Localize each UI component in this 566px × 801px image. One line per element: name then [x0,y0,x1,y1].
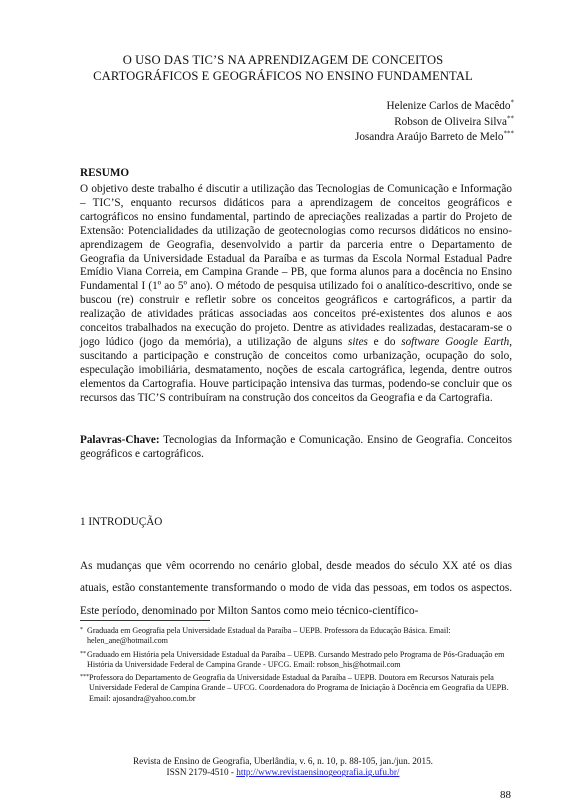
abstract-italic-term: software Google Earth [401,335,510,348]
abstract-text: , suscitando a participação e construção de conceitos como urbanização, ocupação do solo, especulação imobiliária, desmatamento, noções de escala cartográfica, legenda, dentre outros elementos da Cartografia. Houve participação intensiva das turmas, podendo-se concluir que os recursos das TIC’S contribuíram na construção dos conceitos da Geografia e da Cartografia. [80,335,513,404]
abstract-italic-term: sites [348,335,368,348]
author [355,115,514,131]
page-number: 88 [500,789,511,801]
keywords [80,434,512,462]
author-footnote-mark: ** [507,113,514,122]
keywords-label: Palavras-Chave: [80,434,160,446]
journal-citation: Revista de Ensino de Geografia, Uberlândia, v. 6, n. 10, p. 88-105, jan./jun. 2015. [133,756,433,766]
author-name: Helenize Carlos de Macêdo [386,100,511,112]
author-footnote-mark: * [510,98,514,107]
author-footnote-mark: *** [503,129,514,138]
footnote-mark: ** [80,650,86,657]
title-line-1: O USO DAS TIC’S NA APRENDIZAGEM DE CONCEITOS [122,53,444,67]
journal-website-link[interactable]: http://www.revistaensinogeografia.ig.ufu.br/ [236,767,400,778]
abstract-heading: RESUMO [80,167,130,179]
introduction-paragraph: As mudanças que vêm ocorrendo no cenário global, desde meados do século XX até os dias atuais, estão constantemente transformando o modo de vida das pessoas, em todos os aspectos. Este período, denominado por Milton Santos como meio técnico-científico- [80,560,512,617]
abstract-text: e do [367,335,402,348]
author [355,99,514,115]
footnote-divider [80,620,210,621]
journal-footer [60,756,506,779]
keywords-text: Tecnologias da Informação e Comunicação. Ensino de Geografia. Conceitos geográficos e cartográficos. [80,434,512,460]
paper-title [60,52,506,84]
abstract-body [80,183,512,406]
footnote-text: Professora do Departamento de Geografia da Universidade Estadual da Paraíba – UEPB. Doutora em Recursos Naturais pela Universidade Federal de Campina Grande – UFCG. Coordenadora do Programa de Iniciação à Docência em Geografia da UEPB. Email: ajosandra@yahoo.com.br [89,673,509,703]
footnote [80,650,512,671]
footnote-text: Graduado em História pela Universidade Estadual da Paraíba – UEPB. Cursando Mestrado pelo Programa de Pós-Graduação em História da Universidade Federal de Campina Grande - UFCG. Email: robson_his@hotmail.com [87,649,505,669]
author-list [355,99,514,146]
footnotes [80,626,512,707]
abstract-text: O objetivo deste trabalho é discutir a utilização das Tecnologias de Comunicação e Informação – TIC’S, enquanto recursos didáticos para a aprendizagem de conceitos geográficos e cartográficos no ensino fundamental, partindo de apreciações realizadas a partir do Projeto de Extensão: Potencialidades da utilização de geotecnologias como recursos didáticos no ensino-aprendizagem de Geografia, desenvolvido a partir da parceria entre o Departamento de Geografia da Universidade Estadual da Paraíba e as turmas da Escola Normal Estadual Padre Emídio Viana Correia, em Campina Grande – PB, que forma alunos para a docência no Ensino Fundamental I (1º ao 5º ano). O método de pesquisa utilizado foi o analítico-descritivo, onde se buscou (re) construir e refletir sobre os conceitos geográficos e cartográficos, a partir da realização de atividades práticas associadas aos conceitos pré-existentes dos alunos e aos conceitos trabalhados na execução do projeto. Dentre as atividades realizadas, destacaram-se o jogo lúdico (jogo da memória), a utilização de alguns [80,183,512,348]
title-line-2: CARTOGRÁFICOS E GEOGRÁFICOS NO ENSINO FUNDAMENTAL [93,69,473,83]
author-name: Robson de Oliveira Silva [394,115,507,128]
footnote [80,626,512,647]
author-name: Josandra Araújo Barreto de Melo [354,131,504,143]
footnote-mark: *** [80,674,89,681]
issn-text: ISSN 2179-4510 - [166,767,237,778]
footnote-text: Graduada em Geografia pela Universidade Estadual da Paraíba – UEPB. Professora da Educação Básica. Email: helen_ane@hotmail.com [87,626,451,646]
footnote [80,673,512,704]
author [355,130,514,146]
section-heading-introduction: 1 INTRODUÇÃO [80,516,163,528]
footnote-mark: * [80,627,83,633]
journal-issn-line [60,767,506,778]
